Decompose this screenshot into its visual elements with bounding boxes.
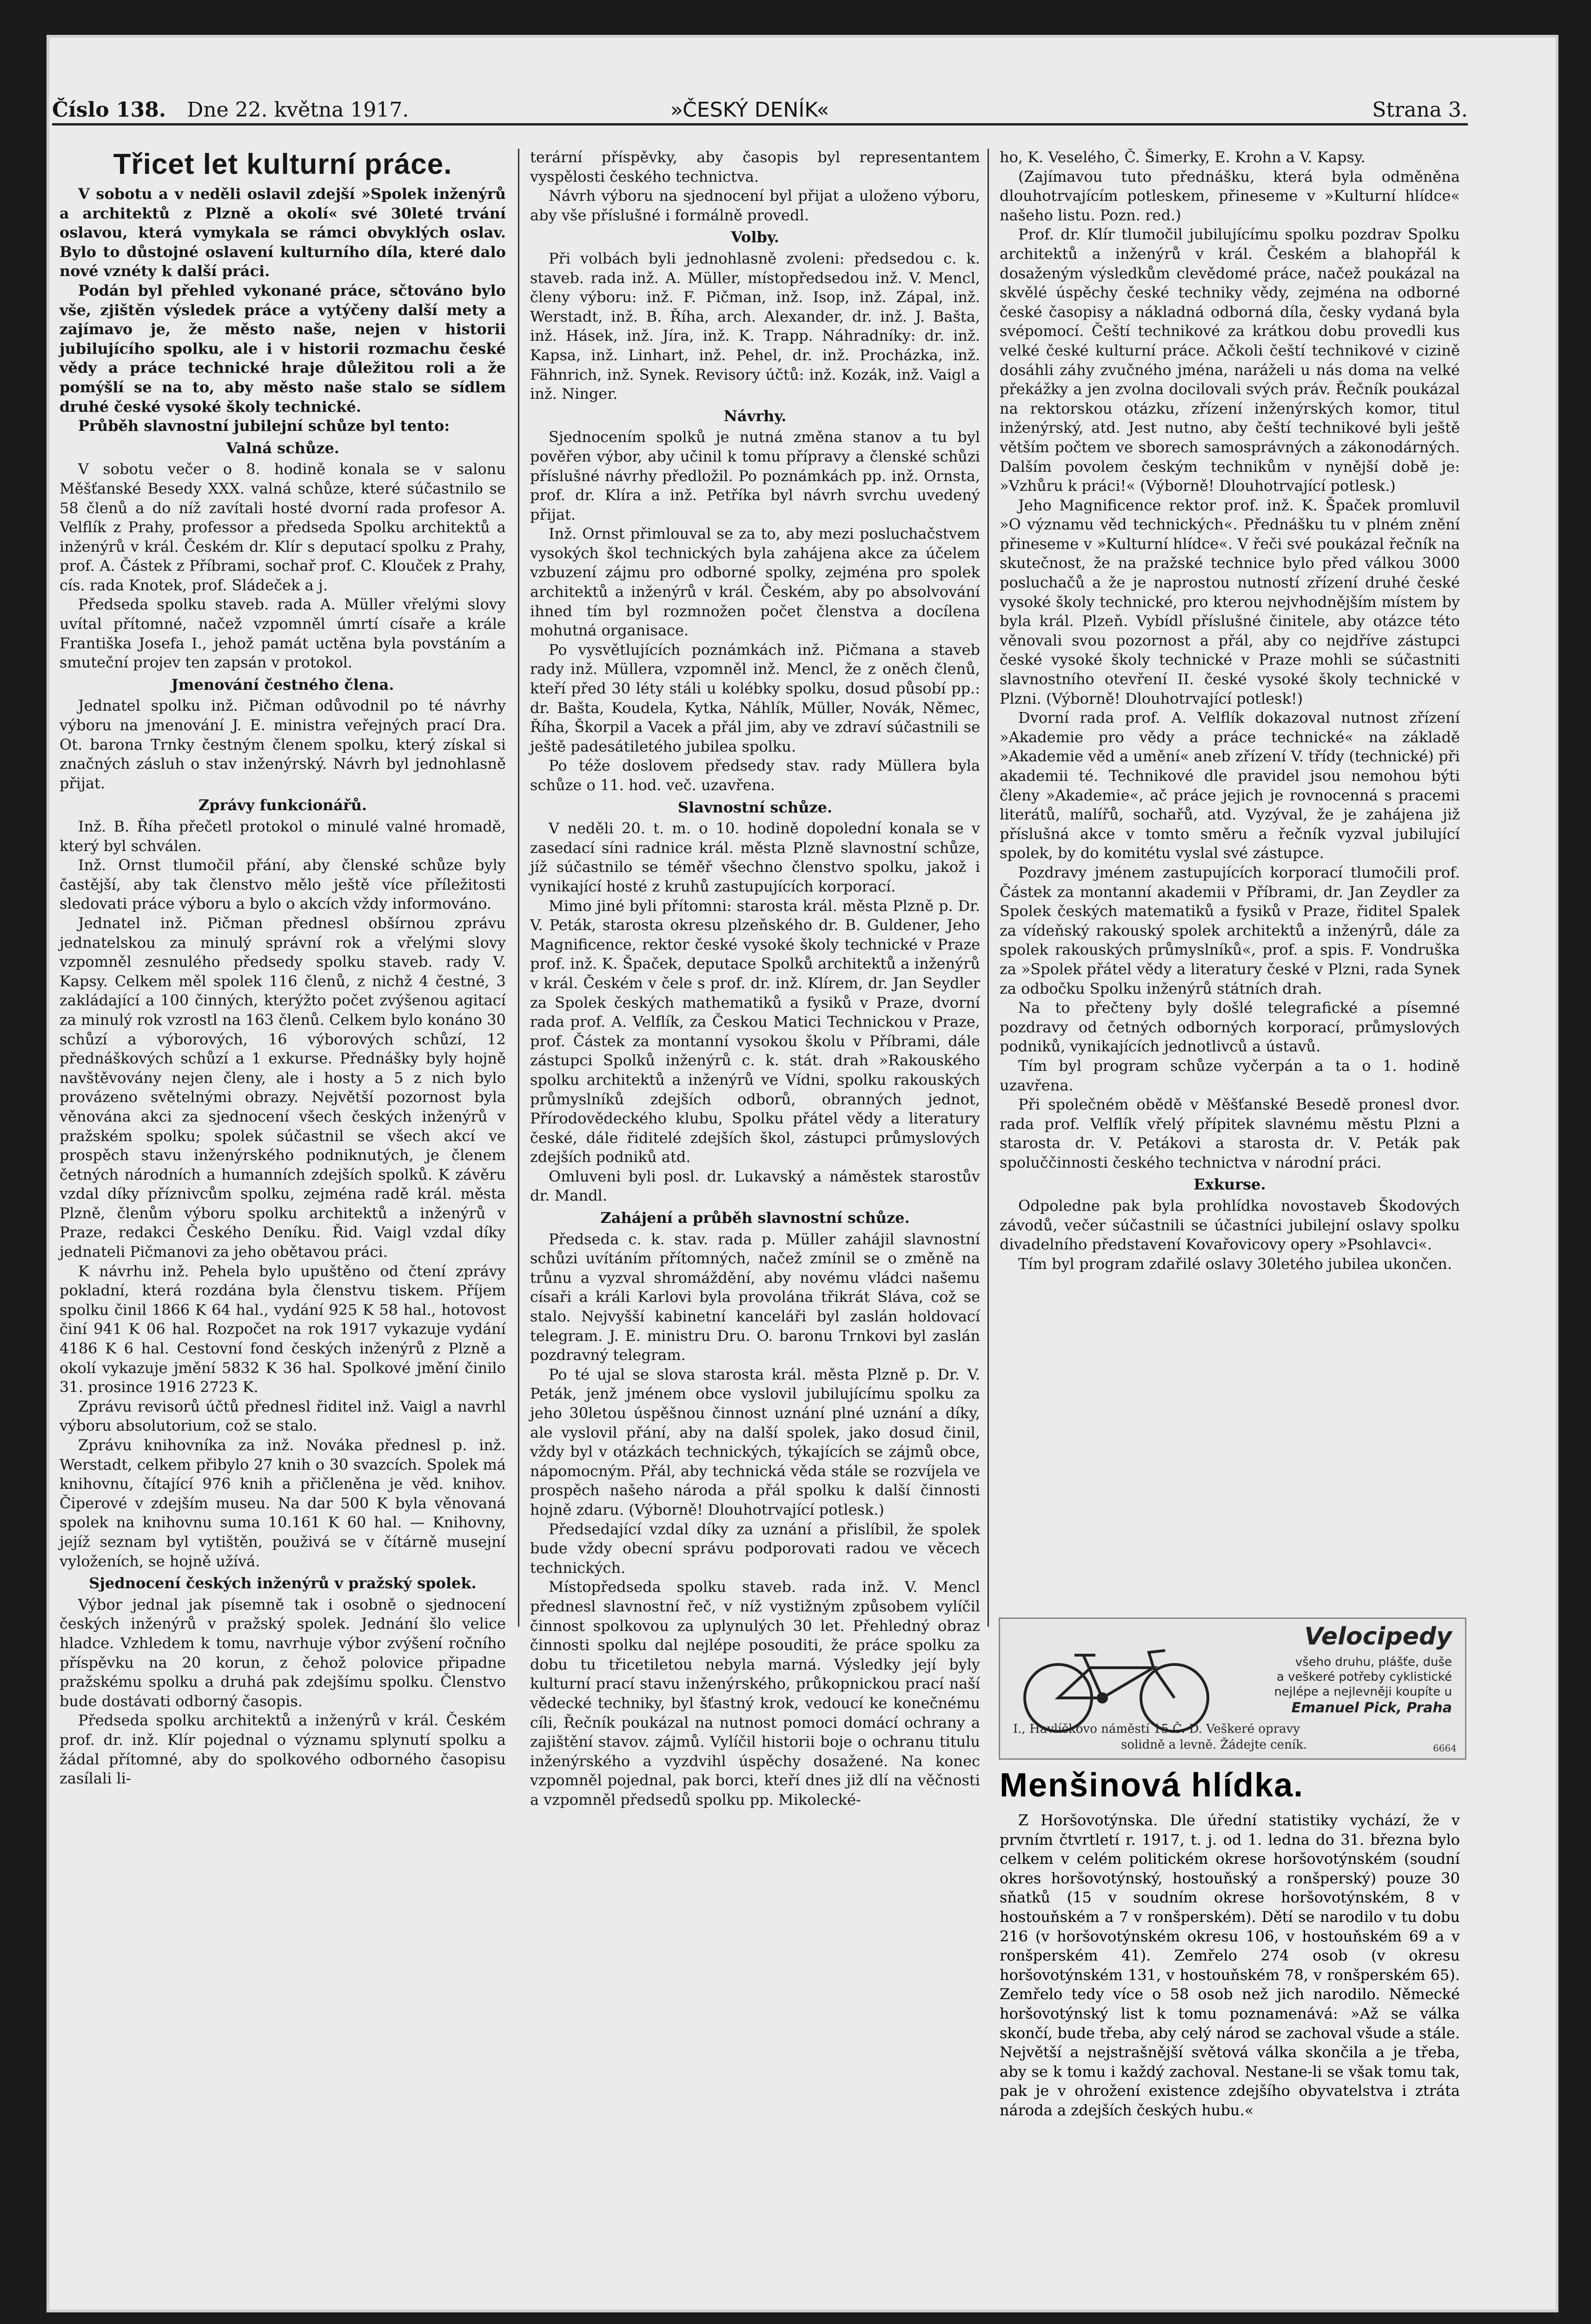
advert-title: Velocipedy — [1304, 1623, 1452, 1651]
paragraph: Po té ujal se slova starosta král. města Plzně p. Dr. V. Peták, jenž jménem obce vyslovil jubilujícímu spolku za jeho 30letou úspěšnou činnost uznání plné uznání a díky, ale vyslovil přání, aby na další spolek, jako dosud činil, vždy byl v otázkách technických, týkajících se zájmů obce, nápomocným. Přál, aby technická věda stále se rozvíjela ve prospěch našeho národa a přál spolku k další činnosti hojně zdaru. (Výborně! Dlouhotrvající potlesk.) — [530, 1365, 980, 1519]
paragraph: V neděli 20. t. m. o 10. hodině dopolední konala se v zasedací síni radnice král. města Plzně slavnostní schůze, jíž súčastnilo se téměř všechno členstvo spolku, jakož i vynikající hosté z kruhů zastupujících korporací. — [530, 819, 980, 895]
section-title: Menšinová hlídka. — [1000, 1767, 1304, 1804]
paragraph: Při volbách byli jednohlasně zvoleni: předsedou c. k. staveb. rada inž. A. Müller, místopředsedou inž. V. Mencl, členy výboru: inž. F. Pičman, inž. Isop, inž. Zápal, inž. Werstadt, inž. B. Říha, arch. Alexander, dr. inž. J. Bašta, inž. Hásek, inž. Jíra, inž. K. Trapp. Náhradníky: dr. inž. Kapsa, inž. Linhart, inž. Pehel, dr. inž. Procházka, inž. Fähnrich, inž. Synek. Revisory účtů: inž. Kozák, inž. Vaigl a inž. Ninger. — [530, 249, 980, 403]
section-heading: Slavnostní schůze. — [677, 798, 833, 816]
paragraph: Odpoledne pak byla prohlídka novostaveb Škodových závodů, večer súčastnili se účastníci jubilejní oslavy spolku divadelního představení Kovařovicovy opery »Psohlavci«. — [1000, 1197, 1460, 1254]
column-rule — [518, 149, 519, 1627]
paper-title: »ČESKÝ DENÍK« — [670, 98, 829, 122]
paragraph: K návrhu inž. Pehela bylo upuštěno od čtení zprávy pokladní, která rozdána byla členstvu tiskem. Příjem spolku činil 1866 K 64 hal., vydání 925 K 58 hal., hotovost činí 941 K 06 hal. Rozpočet na rok 1917 vykazuje vydání 4186 K 6 hal. Cestovní fond českých inženýrů z Plzně a okolí vykazuje jmění 5832 K 36 hal. Spolkové jmění činilo 31. prosince 1916 2723 K. — [60, 1262, 506, 1396]
paragraph: Inž. Ornst tlumočil přání, aby členské schůze byly častější, aby tak členstvo mělo ještě více příležitosti sledovati práce výboru a bylo o akcích vždy informováno. — [60, 856, 506, 913]
paragraph: Jednatel inž. Pičman přednesl obšírnou zprávu jednatelskou za minulý správní rok a vřelými slovy vzpomněl zesnulého předsedy spolku staveb. rady V. Kapsy. Celkem měl spolek 116 členů, z nichž 4 čestné, 3 zakládající a 100 činných, kterýžto počet zvýšenou agitací za minulý rok vzrostl na 163 členů. Celkem bylo konáno 30 schůzí a výborových, 16 výborových schůzí, 12 přednáškových schůzí a 1 exkurse. Přednášky byly hojně navštěvovány nejen členy, ale i hosty a 5 z nich bylo provázeno světelnými obrazy. Největší pozornost byla věnována akci za sjednocení všech českých inženýrů v pražském spolku; spolek súčastnil se všech akcí ve prospěch stavu inženýrského podniknutých, je členem četných národních a humanních zdejších spolků. K závěru vzdal díky příznivcům spolku, zejména radě král. města Plzně, členům výboru spolku architektů a inženýrů v Praze, redakci Českého Deníku. Řid. Vaigl vzdal díky jednateli Pičmanovi za jeho obětavou práci. — [60, 914, 506, 1261]
paragraph: Předseda c. k. stav. rada p. Müller zahájil slavnostní schůzi uvítáním přítomných, načež zmínil se o změně na trůnu a vyzval shromáždění, aby novému vládci našemu císaři a králi Karlovi byla provolána třikrát Sláva, což se stalo. Nejvyšší kabinetní kanceláři byl zaslán holdovací telegram. J. E. ministru Dru. O. baronu Trnkovi byl zaslán pozdravný telegram. — [530, 1230, 980, 1364]
page-number: Strana 3. — [1372, 98, 1468, 122]
paragraph: Dvorní rada prof. A. Velflík dokazoval nutnost zřízení »Akademie pro vědy a práce technické« na základě »Akademie věd a umění« aneb zřízení V. třídy (technické) při akademii té. Technikové dle pravidel jsou nemohou býti členy »Akademie«, ač práce jejich je rovnocenná s pracemi literátů, malířů, sochařů, atd. Vyzýval, že je zahájena již příslušná akce v tomto směru a řečník vyzval jubilující spolek, by do komitétu vyslal své zástupce. — [1000, 709, 1460, 862]
section-heading: Zahájení a průběh slavnostní schůze. — [600, 1209, 910, 1227]
paragraph: Jeho Magnificence rektor prof. inž. K. Špaček promluvil »O významu věd technických«. Přednášku tu v plném znění přineseme v »Kulturní hlídce«. V řeči své poukázal řečník na skutečnost, že na pražské technice bylo před válkou 3000 posluchačů a že je naprostou nutností zřízení druhé české vysoké školy technické, pro kterou nejvhodnějším místem by byla král. Plzeň. Vybídl příslušné činitele, aby otázce této věnovali svou pozornost a přál, aby co nejdříve zástupci české vysoké školy technické v Praze mohli se súčastniti slavnostního otevření II. české vysoké školy technické v Plzni. (Výborně! Dlouhotrvající potlesk!) — [1000, 496, 1460, 707]
advert-line: všeho druhu, plášťe, duše — [1295, 1655, 1452, 1669]
advert-line: solidně a levně. Žádejte ceník. — [1121, 1738, 1307, 1752]
article-title: Třicet let kulturní práce. — [113, 148, 452, 180]
paragraph: Sjednocením spolků je nutná změna stanov a tu byl pověřen výbor, aby učinil k tomu přípravy a členské schůzi příslušné návrhy předložil. Po poznámkách pp. inž. Ornsta, prof. dr. Klíra a inž. Petříka byl návrh svrchu uvedený přijat. — [530, 428, 980, 523]
paragraph: Návrh výboru na sjednocení byl přijat a uloženo výboru, aby vše příslušné i formálně provedl. — [530, 187, 980, 224]
paragraph: Tím byl program zdařilé oslavy 30letého jubilea ukončen. — [1018, 1254, 1452, 1273]
paragraph: Omluveni byli posl. dr. Lukavský a náměstek starostův dr. Mandl. — [530, 1167, 980, 1205]
paragraph: Průběh slavnostní jubilejní schůze byl tento: — [78, 417, 450, 435]
section-heading: Volby. — [731, 228, 779, 246]
paragraph: Předseda spolku staveb. rada A. Müller vřelými slovy uvítal přítomné, načež vzpomněl úmrtí císaře a krále Františka Josefa I., jehož památ uctěna byla povstáním a smuteční projev ten zapsán v protokol. — [60, 595, 506, 672]
paragraph: Při společném obědě v Měšťanské Besedě pronesl dvor. rada prof. Velflík vřelý přípitek slavnému městu Plzni a starosta dr. V. Petákovi a starosta dr. V. Peták pak spoluččinnosti českého technictva v národní práci. — [1000, 1096, 1460, 1171]
minority-section — [1000, 1766, 1460, 2120]
paragraph: (Zajímavou tuto přednášku, která byla odměněna dlouhotrvajícím potleskem, přineseme v »Kulturní hlídce« našeho listu. Pozn. red.) — [1000, 167, 1460, 224]
bicycle-icon — [1014, 1642, 1219, 1735]
column-3 — [1000, 148, 1460, 1274]
paragraph: Výbor jednal jak písemně tak i osobně o sjednocení českých inženýrů v pražský spolek. Jednání šlo velice hladce. Vzhledem k tomu, navrhuje výbor zvýšení ročního příspěvku na 20 korun, z čehož polovice připadne pražskému spolku a druhá pak zdejšímu spolku. Členstvo bude dostávati odborný časopis. — [60, 1595, 506, 1710]
paragraph: Předseda spolku architektů a inženýrů v král. Českém prof. dr. inž. Klír pojednal o významu splynutí spolku a žádal přítomné, aby do spolkového odborného časopisu zasílali li- — [60, 1711, 506, 1788]
section-heading: Sjednocení českých inženýrů v pražský spolek. — [89, 1574, 477, 1592]
paragraph: ho, K. Veselého, Č. Šimerky, E. Krohn a V. Kapsy. — [1000, 148, 1366, 166]
section-heading: Exkurse. — [1193, 1175, 1266, 1194]
column-rule — [988, 149, 989, 1627]
paragraph: Inž. Ornst přimlouval se za to, aby mezi posluchačstvem vysokých škol technických byla zahájena akce za účelem vzbuzení zájmu pro odborné spolky, zejména pro spolek architektů a inženýrů v král. Českém, aby po absolvování ihned tím byl rozmnožen počet členstva a docílena mohutná organisace. — [530, 525, 980, 640]
section-heading: Návrhy. — [723, 407, 787, 425]
advert-firm: Emanuel Pick, Praha — [1291, 1700, 1452, 1716]
paragraph: V sobotu večer o 8. hodině konala se v salonu Měšťanské Besedy XXX. valná schůze, které súčastnilo se 58 členů a do níž zavítali hosté dvorní rada profesor A. Velflík z Prahy, professor a předseda Spolku architektů a inženýrů v král. Českém dr. Klír s deputací spolku z Prahy, prof. A. Částek z Příbrami, sochař prof. C. Klouček z Prahy, cís. rada Knotek, prof. Sládeček a j. — [60, 460, 506, 594]
paragraph: Místopředseda spolku staveb. rada inž. V. Mencl přednesl slavnostní řeč, v níž vystižným způsobem vylíčil činnost spolkovou za uplynulých 30 let. Přehledný obraz činnosti spolku dal nejlépe posouditi, že práce spolku za dobu tu třicetiletou nebyla marná. Výsledky její byly kulturní prací stavu inženýrského, průkopnickou prací naší vědecké techniky, byl šťastný krok, vedoucí ke konečnému cíli, Řečník poukázal na nutnost pomoci domácí ochrany a zajištění stavov. zájmů. Vylíčil historii boje o ochranu titulu inženýrského a vyzdvihl úspěchy dosažené. Na konec vzpomněl pojednal, pak borci, kteří dnes již dlí na věčnosti a vzpomněl předsedů spolku pp. Mikolecké- — [530, 1578, 980, 1809]
advert-number: 6664 — [1433, 1743, 1457, 1754]
paragraph: Po téže doslovem předsedy stav. rady Müllera byla schůze o 11. hod. več. uzavřena. — [530, 757, 980, 794]
paragraph: terární příspěvky, aby časopis byl representantem vyspělosti českého technictva. — [530, 148, 980, 185]
column-1 — [60, 148, 506, 1789]
paragraph: Podán byl přehled vykonané práce, sčtováno bylo vše, zjištěn výsledek práce a vytýčeny další mety a zajímavo je, že město naše, nejen v historii jubilujícího spolku, ale i v historii rozmachu české vědy a práce technické hraje důležitou roli a že pomýšlí se na to, aby město naše stalo se sídlem druhé české vysoké školy technické. — [60, 281, 506, 416]
section-heading: Valná schůze. — [226, 439, 339, 457]
paragraph: Zprávu revisorů účtů přednesl řiditel inž. Vaigl a navrhl výboru absolutorium, což se stalo. — [60, 1397, 506, 1435]
paragraph: Mimo jiné byli přítomni: starosta král. města Plzně p. Dr. V. Peták, starosta okresu plzeňského dr. B. Guldener, Jeho Magnificence, rektor české vysoké školy technické v Praze prof. inž. K. Špaček, deputace Spolků architektů a inženýrů v král. Českém v čele s prof. dr. inž. Klírem, dr. Jan Seydler za Spolek českých mathematiků a fysiků v Praze, dvorní rada prof. A. Velflík, za Českou Matici Technickou v Praze, prof. Částek za montanní vysokou školu v Příbrami, dále zástupci Spolků inženýrů c. k. stát. drah »Rakouského spolku architektů a inženýrů ve Vídni, spolku rakouských průmyslníků zdejších odborů, obranných jednot, Přírodovědeckého klubu, Spolku přátel vědy a literatury české, dále řiditelé zdejších škol, zástupci průmyslových zdejších podniků atd. — [530, 897, 980, 1166]
advert-line: a veškeré potřeby cyklistické — [1276, 1670, 1452, 1684]
advert-line: nejlépe a nejlevněji koupíte u — [1274, 1685, 1452, 1699]
section-heading: Zprávy funkcionářů. — [198, 796, 367, 814]
column-2 — [530, 148, 980, 1809]
issue-number: Číslo 138. — [52, 98, 166, 122]
advert-address: I., Havlíčkovo náměstí 15 Č. D. Veškeré opravy — [1013, 1722, 1300, 1736]
paragraph: Prof. dr. Klír tlumočil jubilujícímu spolku pozdrav Spolku architektů a inženýrů v král. Českém a blahopřál k dosaženým výsledkům clevědomé práce, načež poukázal na skvělé úspěchy české techniky vědy, zejména na odborné české časopisy a nákladná odborná díla, česky vydaná byla svépomocí. Čeští technikové za krátkou dobu provedli kus velké české kulturní práce. Ačkoli čeští technikové v cizině dosáhli záhy zvučného jména, naráželi u nás doma na velké překážky a jen zvolna docilovali svých práv. Řečník poukázal na rektorskou otázku, zřízení inženýrských komor, titul inženýrský, atd. Jest nutno, aby čeští technikové byli ještě větším počtem ve sborech samosprávných a zákonodárných. Dalším povolem českým technikům v nynější době je: »Vzhůru k práci!« (Výborně! Dlouhotrvající potlesk.) — [1000, 225, 1460, 495]
paragraph: Zprávu knihovníka za inž. Nováka přednesl p. inž. Werstadt, celkem přibylo 27 knih o 30 svazcích. Spolek má knihovnu, čítající 976 knih a přičleněna je věd. knihov. Čiperové v zdejším museu. Na dar 500 K byla věnovaná spolek na knihovnu suma 10.161 K 60 hal. — Knihovny, jejíž seznam byl vytištěn, použivá se v čítárně musejní vyloženích, se hojně užívá. — [60, 1436, 506, 1570]
paragraph: Tím byl program schůze vyčerpán a ta o 1. hodině uzavřena. — [1000, 1056, 1460, 1094]
paragraph: Předsedající vzdal díky za uznání a přislíbil, že spolek bude vždy obecní správu podporovati radou ve věcech technických. — [530, 1520, 980, 1577]
paragraph: Inž. B. Říha přečetl protokol o minulé valné hromadě, který byl schválen. — [60, 818, 506, 855]
paragraph: Jednatel spolku inž. Pičman odůvodnil po té návrhy výboru na jmenování J. E. ministra veřejných prací Dra. Ot. barona Trnky čestným členem spolku, který získal si značných zásluh o stav inženýrský. Návrh byl jednohlasně přijat. — [60, 697, 506, 792]
paragraph: V sobotu a v neděli oslavil zdejší »Spolek inženýrů a architektů z Plzně a okolí« své 30leté trvání oslavou, která vymykala se rámci obvyklých oslav. Bylo to důstojné oslavení kulturního díla, které dalo nové vznéty k další práci. — [60, 185, 506, 280]
section-heading: Jmenování čestného člena. — [171, 675, 394, 693]
paragraph: Pozdravy jménem zastupujících korporací tlumočili prof. Částek za montanní akademii v Příbrami, dr. Jan Zeydler za Spolek českých matematiků a fysiků v Praze, řiditel Spalek za vídeňský rakouský spolek architektů a inženýrů, dále za spolek rakouských průmyslníků«, prof. a spis. F. Vondruška za »Spolek přátel vědy a literatury české v Plzni, rada Synek za odbočku Spolku inženýrů státních drah. — [1000, 863, 1460, 997]
paragraph: Po vysvětlujících poznámkách inž. Pičmana a staveb rady inž. Müllera, vzpomněl inž. Mencl, že z oněch členů, kteří před 30 léty stáli u kolébky spolku, dosud působí pp.: dr. Bašta, Koudela, Kytka, Náhlík, Müller, Novák, Němec, Říha, Škorpil a Vacek a přál jim, aby ve zdraví súčastnili se ještě padesátiletého jubilea spolku. — [530, 640, 980, 755]
issue-date: Dne 22. května 1917. — [187, 98, 409, 122]
bicycle-advertisement — [999, 1618, 1466, 1760]
paragraph: Z Horšovotýnska. Dle úřední statistiky vychází, že v prvním čtvrtletí r. 1917, t. j. od 1. ledna do 31. března bylo celkem v celém politickém okrese horšovotýnském (soudní okres horšovotýnský, hostouňský a ronšperský) pouze 30 sňatků (15 v soudním okrese horšovotýnském, 8 v hostouňském a 7 v ronšperském). Dětí se narodilo v tu dobu 216 (v horšovotýnském okresu 106, v hostouňském 69 a v ronšperském 41). Zemřelo 274 osob (v okresu horšovotýnském 131, v hostouňském 78, v ronšperském 65). Zemřelo tedy více o 58 osob než jich narodilo. Německé horšovotýnský list k tomu poznamenává: »Až se válka skončí, bude třeba, aby celý národ se zachoval všude a stále. Největší a nejstrašnější světová válka skončila a je třeba, aby se k tomu i každý zachoval. Nestane-li se však tomu tak, pak je v ohrožení existence zdejšího obyvatelstva i ztráta národa a zdejších českých hubu.« — [1000, 1811, 1460, 2119]
masthead — [52, 95, 1468, 125]
paragraph: Na to přečteny byly došlé telegrafické a písemné pozdravy od četných odborných korporací, průmyslových podniků, vynikajících jednotlivců a ústavů. — [1000, 999, 1460, 1056]
